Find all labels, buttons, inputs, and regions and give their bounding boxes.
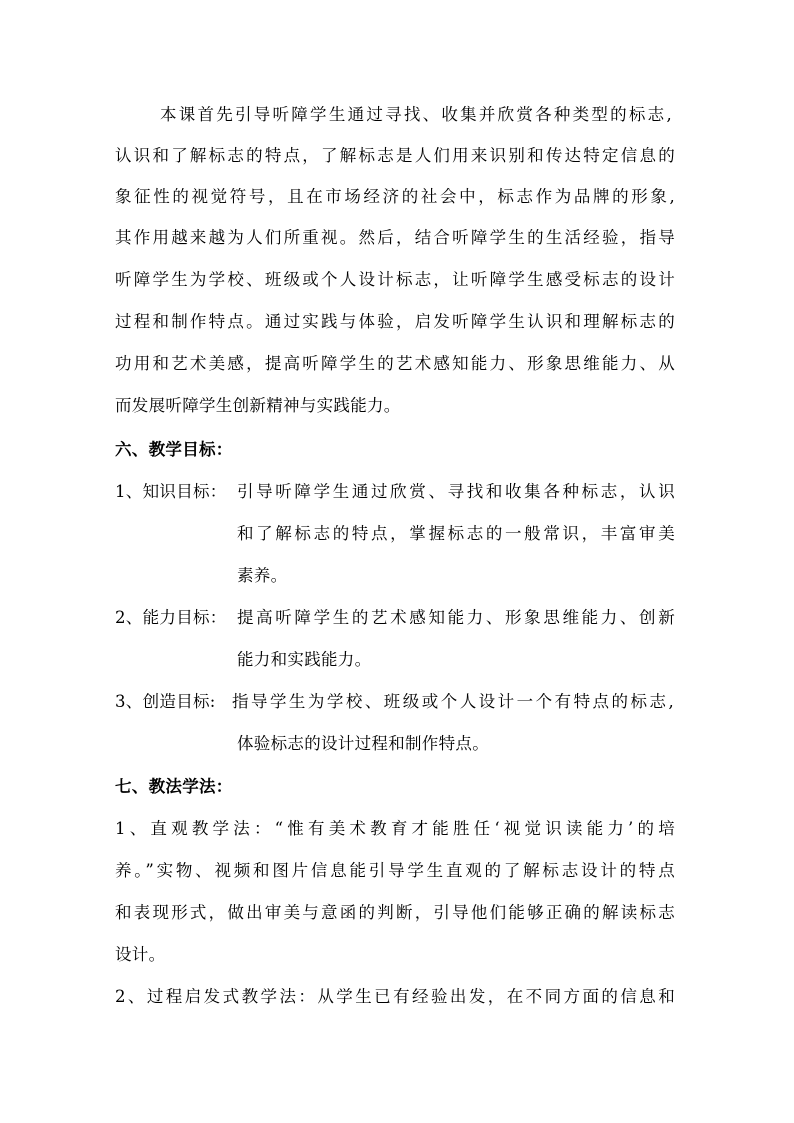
goal-creation-line-1: 指导学生为学校、班级或个人设计一个有特点的标志, xyxy=(232,692,674,711)
goal-ability-label: 2、能力目标： xyxy=(115,608,227,627)
method-intuitive-line-2: 养。”实物、视频和图片信息能引导学生直观的了解标志设计的特点 xyxy=(115,861,675,880)
goal-creation-label: 3、创造目标: xyxy=(115,692,216,711)
goal-knowledge-line-2: 和了解标志的特点，掌握标志的一般常识，丰富审美 xyxy=(237,524,675,543)
intro-line-2: 认识和了解标志的特点，了解标志是人们用来识别和传达特定信息的 xyxy=(115,146,675,165)
goal-knowledge-line-3: 素养。 xyxy=(237,566,288,585)
goal-knowledge-label: 1、知识目标： xyxy=(115,482,227,501)
section-heading-teaching-methods: 七、教法学法： xyxy=(115,777,233,796)
method-heuristic-line-1: 2、过程启发式教学法：从学生已有经验出发，在不同方面的信息和 xyxy=(115,987,675,1006)
method-intuitive-line-4: 设计。 xyxy=(115,945,166,964)
intro-line-8: 而发展听障学生创新精神与实践能力。 xyxy=(115,396,401,415)
intro-line-6: 过程和制作特点。通过实践与体验，启发听障学生认识和理解标志的 xyxy=(115,312,675,331)
intro-line-7: 功用和艺术美感，提高听障学生的艺术感知能力、形象思维能力、从 xyxy=(115,354,675,373)
intro-line-3: 象征性的视觉符号，且在市场经济的社会中，标志作为品牌的形象, xyxy=(115,187,675,206)
goal-creation-line-2: 体验标志的设计过程和制作特点。 xyxy=(237,734,489,753)
intro-line-4: 其作用越来越为人们所重视。然后，结合听障学生的生活经验，指导 xyxy=(115,228,675,247)
intro-line-1: 本课首先引导听障学生通过寻找、收集并欣赏各种类型的标志, xyxy=(160,105,672,124)
intro-line-5: 听障学生为学校、班级或个人设计标志，让听障学生感受标志的设计 xyxy=(115,270,675,289)
section-heading-teaching-goals: 六、教学目标： xyxy=(115,440,233,459)
method-intuitive-line-3: 和表现形式，做出审美与意函的判断，引导他们能够正确的解读标志 xyxy=(115,903,675,922)
goal-ability-line-1: 提高听障学生的艺术感知能力、形象思维能力、创新 xyxy=(237,608,675,627)
goal-knowledge-line-1: 引导听障学生通过欣赏、寻找和收集各种标志，认识 xyxy=(237,482,675,501)
goal-ability-line-2: 能力和实践能力。 xyxy=(237,650,372,669)
method-intuitive-line-1: 1、直观教学法：“惟有美术教育才能胜任‘视觉识读能力’的培 xyxy=(115,819,675,838)
